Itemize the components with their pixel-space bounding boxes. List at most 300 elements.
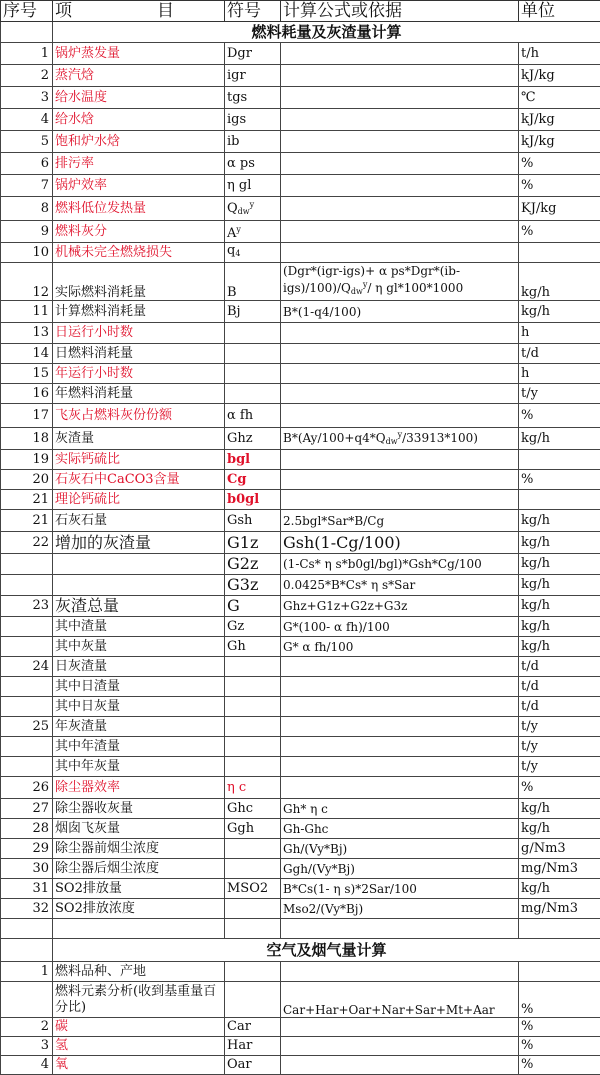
row-symbol: b0gl xyxy=(225,490,281,510)
table-row xyxy=(1,197,600,221)
formula-part-a: B*(Ay/100+q4*Q xyxy=(283,431,386,445)
row-formula xyxy=(281,657,519,677)
row-formula: G*(100- α fh)/100 xyxy=(281,617,519,637)
table-row xyxy=(1,596,600,617)
row-unit: kJ/kg xyxy=(519,109,600,131)
symbol-sub: 4 xyxy=(235,249,240,258)
row-item: 饱和炉水焓 xyxy=(53,131,225,153)
row-unit: % xyxy=(519,404,600,428)
table-row xyxy=(1,243,600,263)
row-formula xyxy=(281,962,519,982)
header-unit: 单位 xyxy=(519,1,600,22)
symbol-base: Q xyxy=(227,201,238,216)
row-num: 19 xyxy=(1,450,53,470)
symbol-sup: y xyxy=(236,225,241,234)
table-row xyxy=(1,982,600,1018)
table-row xyxy=(1,919,600,939)
row-symbol xyxy=(225,344,281,364)
row-formula xyxy=(281,323,519,344)
row-symbol xyxy=(225,839,281,859)
formula-sub: dw xyxy=(351,287,363,296)
header-item-a: 项 xyxy=(55,1,72,21)
row-symbol: Dgr xyxy=(225,43,281,65)
row-item: 氧 xyxy=(53,1056,225,1075)
table-row xyxy=(1,1018,600,1037)
row-num: 5 xyxy=(1,131,53,153)
row-unit: t/d xyxy=(519,677,600,697)
row-symbol: Oar xyxy=(225,1056,281,1075)
table-row xyxy=(1,962,600,982)
row-num xyxy=(1,554,53,575)
row-formula xyxy=(281,109,519,131)
row-num xyxy=(1,575,53,596)
row-symbol: α fh xyxy=(225,404,281,428)
header-formula: 计算公式或依据 xyxy=(281,1,519,22)
row-num: 16 xyxy=(1,384,53,404)
row-item: 碳 xyxy=(53,1018,225,1037)
table-row xyxy=(1,221,600,243)
row-item: 其中年灰量 xyxy=(53,757,225,777)
row-formula xyxy=(281,43,519,65)
row-symbol xyxy=(225,697,281,717)
row-formula xyxy=(281,153,519,175)
table-row xyxy=(1,470,600,490)
row-unit: t/y xyxy=(519,384,600,404)
row-item: 其中日渣量 xyxy=(53,677,225,697)
row-symbol xyxy=(225,384,281,404)
table-row xyxy=(1,450,600,470)
row-num: 17 xyxy=(1,404,53,428)
row-formula: Mso2/(Vy*Bj) xyxy=(281,899,519,919)
row-item: 实际燃料消耗量 xyxy=(53,263,225,301)
row-formula xyxy=(281,697,519,717)
row-unit: kg/h xyxy=(519,799,600,819)
symbol-sub: dw xyxy=(238,207,250,216)
row-num: 31 xyxy=(1,879,53,899)
row-item: 除尘器前烟尘浓度 xyxy=(53,839,225,859)
row-unit: kg/h xyxy=(519,532,600,554)
formula-part-b: /33913*100) xyxy=(402,431,478,445)
table-row xyxy=(1,879,600,899)
row-formula xyxy=(281,490,519,510)
row-unit: kg/h xyxy=(519,575,600,596)
table-row xyxy=(1,899,600,919)
row-num: 27 xyxy=(1,799,53,819)
header-item xyxy=(53,1,225,22)
row-unit xyxy=(519,490,600,510)
table-row xyxy=(1,637,600,657)
row-num xyxy=(1,617,53,637)
row-symbol: Car xyxy=(225,1018,281,1037)
table-row xyxy=(1,323,600,344)
row-formula: Car+Har+Oar+Nar+Sar+Mt+Aar xyxy=(281,982,519,1018)
row-item xyxy=(53,919,225,939)
formula-sub: dw xyxy=(386,437,398,446)
row-num: 9 xyxy=(1,221,53,243)
row-formula xyxy=(281,344,519,364)
row-unit: t/y xyxy=(519,737,600,757)
row-formula xyxy=(281,1018,519,1037)
row-item: 其中日灰量 xyxy=(53,697,225,717)
row-num: 2 xyxy=(1,1018,53,1037)
header-row xyxy=(1,1,600,22)
row-symbol xyxy=(225,221,281,243)
table-row xyxy=(1,839,600,859)
table-row xyxy=(1,859,600,879)
row-num xyxy=(1,982,53,1018)
table-row xyxy=(1,263,600,301)
table-row xyxy=(1,554,600,575)
table-row xyxy=(1,697,600,717)
row-unit: kg/h xyxy=(519,263,600,301)
row-formula xyxy=(281,470,519,490)
row-formula xyxy=(281,131,519,153)
row-formula xyxy=(281,384,519,404)
row-item: 给水焓 xyxy=(53,109,225,131)
table-row xyxy=(1,617,600,637)
formula-sup: y xyxy=(398,430,403,439)
row-num: 29 xyxy=(1,839,53,859)
table-row xyxy=(1,677,600,697)
row-num: 12 xyxy=(1,263,53,301)
row-unit: t/y xyxy=(519,757,600,777)
row-item: 锅炉效率 xyxy=(53,175,225,197)
row-symbol: Gsh xyxy=(225,510,281,532)
row-item: 石灰石量 xyxy=(53,510,225,532)
row-num: 32 xyxy=(1,899,53,919)
row-symbol: igr xyxy=(225,65,281,87)
row-item: 日灰渣量 xyxy=(53,657,225,677)
table-row xyxy=(1,175,600,197)
row-formula xyxy=(281,450,519,470)
row-symbol xyxy=(225,899,281,919)
row-symbol xyxy=(225,962,281,982)
row-unit xyxy=(519,919,600,939)
row-num: 6 xyxy=(1,153,53,175)
row-item: 日燃料消耗量 xyxy=(53,344,225,364)
table-row xyxy=(1,384,600,404)
row-formula: Gh* η c xyxy=(281,799,519,819)
row-formula: (1-Cs* η s*b0gl/bgl)*Gsh*Cg/100 xyxy=(281,554,519,575)
row-item: 飞灰占燃料灰份份额 xyxy=(53,404,225,428)
row-num: 13 xyxy=(1,323,53,344)
row-symbol: B xyxy=(225,263,281,301)
row-item: 给水温度 xyxy=(53,87,225,109)
row-unit: % xyxy=(519,777,600,799)
section-row xyxy=(1,939,600,962)
row-unit: t/h xyxy=(519,43,600,65)
row-symbol xyxy=(225,717,281,737)
table-row xyxy=(1,301,600,323)
table-row xyxy=(1,109,600,131)
row-symbol: Ghz xyxy=(225,428,281,450)
row-item: 计算燃料消耗量 xyxy=(53,301,225,323)
row-symbol: Gz xyxy=(225,617,281,637)
row-unit: t/y xyxy=(519,717,600,737)
row-num: 21 xyxy=(1,510,53,532)
row-formula xyxy=(281,757,519,777)
row-num xyxy=(1,737,53,757)
row-num: 20 xyxy=(1,470,53,490)
row-unit: % xyxy=(519,1056,600,1075)
row-formula: G* α fh/100 xyxy=(281,637,519,657)
row-unit: kJ/kg xyxy=(519,65,600,87)
row-symbol xyxy=(225,197,281,221)
row-item: 石灰石中CaCO3含量 xyxy=(53,470,225,490)
table-row xyxy=(1,344,600,364)
row-item xyxy=(53,554,225,575)
row-formula xyxy=(281,364,519,384)
table-row xyxy=(1,799,600,819)
row-formula: Ghz+G1z+G2z+G3z xyxy=(281,596,519,617)
row-formula xyxy=(281,197,519,221)
row-num: 11 xyxy=(1,301,53,323)
row-unit: % xyxy=(519,470,600,490)
table-row xyxy=(1,43,600,65)
row-unit: kg/h xyxy=(519,596,600,617)
row-unit: kg/h xyxy=(519,554,600,575)
row-num xyxy=(1,757,53,777)
table-row xyxy=(1,575,600,596)
row-unit: t/d xyxy=(519,344,600,364)
row-unit: t/d xyxy=(519,697,600,717)
row-symbol: Gh xyxy=(225,637,281,657)
row-unit: kg/h xyxy=(519,879,600,899)
row-symbol xyxy=(225,919,281,939)
table-row xyxy=(1,657,600,677)
row-item: 年燃料消耗量 xyxy=(53,384,225,404)
row-unit: h xyxy=(519,364,600,384)
row-unit: ℃ xyxy=(519,87,600,109)
table-row xyxy=(1,819,600,839)
row-formula xyxy=(281,717,519,737)
row-item: 其中灰量 xyxy=(53,637,225,657)
table-row xyxy=(1,757,600,777)
row-num: 15 xyxy=(1,364,53,384)
table-row xyxy=(1,737,600,757)
row-unit: mg/Nm3 xyxy=(519,859,600,879)
row-unit: kg/h xyxy=(519,637,600,657)
row-symbol: Ggh xyxy=(225,819,281,839)
row-unit: kg/h xyxy=(519,510,600,532)
row-unit: % xyxy=(519,982,600,1018)
row-symbol xyxy=(225,243,281,263)
row-symbol: tgs xyxy=(225,87,281,109)
row-symbol xyxy=(225,859,281,879)
row-num: 4 xyxy=(1,109,53,131)
row-unit: % xyxy=(519,153,600,175)
table-row xyxy=(1,153,600,175)
row-symbol xyxy=(225,657,281,677)
row-num: 1 xyxy=(1,962,53,982)
row-unit: % xyxy=(519,221,600,243)
table-row xyxy=(1,428,600,450)
row-symbol: igs xyxy=(225,109,281,131)
row-formula xyxy=(281,87,519,109)
row-symbol xyxy=(225,323,281,344)
row-item: 理论钙硫比 xyxy=(53,490,225,510)
table-row xyxy=(1,65,600,87)
row-item: 其中渣量 xyxy=(53,617,225,637)
row-formula: Ggh/(Vy*Bj) xyxy=(281,859,519,879)
row-item: 灰渣总量 xyxy=(53,596,225,617)
row-num: 28 xyxy=(1,819,53,839)
row-symbol xyxy=(225,364,281,384)
row-symbol: η gl xyxy=(225,175,281,197)
table-row xyxy=(1,1056,600,1075)
row-formula: Gh/(Vy*Bj) xyxy=(281,839,519,859)
row-symbol: Har xyxy=(225,1037,281,1056)
row-symbol: Ghc xyxy=(225,799,281,819)
row-unit: kg/h xyxy=(519,428,600,450)
row-item: 其中年渣量 xyxy=(53,737,225,757)
row-formula: 2.5bgl*Sar*B/Cg xyxy=(281,510,519,532)
row-num: 21 xyxy=(1,490,53,510)
row-symbol: G1z xyxy=(225,532,281,554)
table-row xyxy=(1,490,600,510)
row-num xyxy=(1,677,53,697)
row-formula xyxy=(281,428,519,450)
table-row xyxy=(1,777,600,799)
row-symbol xyxy=(225,737,281,757)
symbol-sup: y xyxy=(250,200,255,209)
row-item: 燃料低位发热量 xyxy=(53,197,225,221)
formula-sup: y xyxy=(363,280,368,289)
row-item: 机械未完全燃烧损失 xyxy=(53,243,225,263)
row-item: 增加的灰渣量 xyxy=(53,532,225,554)
row-num: 2 xyxy=(1,65,53,87)
row-formula xyxy=(281,777,519,799)
row-item: 燃料灰分 xyxy=(53,221,225,243)
row-item: 燃料品种、产地 xyxy=(53,962,225,982)
header-symbol: 符号 xyxy=(225,1,281,22)
row-num: 8 xyxy=(1,197,53,221)
row-formula xyxy=(281,919,519,939)
row-item: 年运行小时数 xyxy=(53,364,225,384)
row-formula xyxy=(281,737,519,757)
row-item: 除尘器收灰量 xyxy=(53,799,225,819)
row-unit: g/Nm3 xyxy=(519,839,600,859)
section-title: 空气及烟气量计算 xyxy=(53,939,600,962)
row-symbol: α ps xyxy=(225,153,281,175)
row-unit: KJ/kg xyxy=(519,197,600,221)
row-item: 锅炉蒸发量 xyxy=(53,43,225,65)
row-formula xyxy=(281,404,519,428)
formula-part-a: (Dgr*(igr-igs)+ α ps*Dgr*(ib-igs)/100)/Q xyxy=(283,264,460,295)
row-symbol: G3z xyxy=(225,575,281,596)
symbol-base: q xyxy=(227,243,235,258)
row-symbol: η c xyxy=(225,777,281,799)
table-row xyxy=(1,364,600,384)
row-unit xyxy=(519,243,600,263)
row-symbol xyxy=(225,757,281,777)
row-num: 7 xyxy=(1,175,53,197)
row-formula: B*Cs(1- η s)*2Sar/100 xyxy=(281,879,519,899)
row-unit xyxy=(519,450,600,470)
row-symbol: Bj xyxy=(225,301,281,323)
row-unit: kg/h xyxy=(519,819,600,839)
row-item: SO2排放浓度 xyxy=(53,899,225,919)
table-row xyxy=(1,510,600,532)
row-formula: 0.0425*B*Cs* η s*Sar xyxy=(281,575,519,596)
row-formula xyxy=(281,1056,519,1075)
row-item xyxy=(53,575,225,596)
row-item: 年灰渣量 xyxy=(53,717,225,737)
table-row xyxy=(1,532,600,554)
row-symbol: ib xyxy=(225,131,281,153)
table-row xyxy=(1,717,600,737)
row-num xyxy=(1,697,53,717)
row-formula: Gh-Ghc xyxy=(281,819,519,839)
row-item: 日运行小时数 xyxy=(53,323,225,344)
row-num: 4 xyxy=(1,1056,53,1075)
table-row xyxy=(1,87,600,109)
row-item: 蒸汽焓 xyxy=(53,65,225,87)
row-formula: Gsh(1-Cg/100) xyxy=(281,532,519,554)
row-unit: % xyxy=(519,1037,600,1056)
row-num: 25 xyxy=(1,717,53,737)
row-formula xyxy=(281,243,519,263)
row-formula xyxy=(281,175,519,197)
row-num: 3 xyxy=(1,87,53,109)
header-num: 序号 xyxy=(1,1,53,22)
row-item: 灰渣量 xyxy=(53,428,225,450)
row-num: 3 xyxy=(1,1037,53,1056)
row-item: 烟囱飞灰量 xyxy=(53,819,225,839)
row-unit: kg/h xyxy=(519,617,600,637)
row-num: 18 xyxy=(1,428,53,450)
row-item: 实际钙硫比 xyxy=(53,450,225,470)
row-formula xyxy=(281,677,519,697)
row-formula xyxy=(281,1037,519,1056)
row-num: 30 xyxy=(1,859,53,879)
section-row xyxy=(1,22,600,43)
row-unit: kg/h xyxy=(519,301,600,323)
row-unit: % xyxy=(519,1018,600,1037)
row-symbol xyxy=(225,677,281,697)
row-unit: kJ/kg xyxy=(519,131,600,153)
row-item: SO2排放量 xyxy=(53,879,225,899)
symbol-base: A xyxy=(227,226,236,241)
row-symbol: MSO2 xyxy=(225,879,281,899)
row-num xyxy=(1,919,53,939)
row-item: 排污率 xyxy=(53,153,225,175)
row-formula xyxy=(281,221,519,243)
formula-part-b: / η gl*100*1000 xyxy=(367,281,463,295)
table-row xyxy=(1,1037,600,1056)
row-formula xyxy=(281,65,519,87)
row-num: 14 xyxy=(1,344,53,364)
table-row xyxy=(1,131,600,153)
row-item: 除尘器后烟尘浓度 xyxy=(53,859,225,879)
row-num: 23 xyxy=(1,596,53,617)
row-unit xyxy=(519,962,600,982)
table-row xyxy=(1,404,600,428)
row-unit: mg/Nm3 xyxy=(519,899,600,919)
row-item: 除尘器效率 xyxy=(53,777,225,799)
row-unit: t/d xyxy=(519,657,600,677)
row-item: 氢 xyxy=(53,1037,225,1056)
row-unit: % xyxy=(519,175,600,197)
section-title: 燃料耗量及灰渣量计算 xyxy=(53,22,600,43)
row-symbol: bgl xyxy=(225,450,281,470)
row-num xyxy=(1,637,53,657)
row-num: 1 xyxy=(1,43,53,65)
row-symbol xyxy=(225,982,281,1018)
row-item: 燃料元素分析(收到基重量百分比) xyxy=(53,982,225,1018)
row-formula xyxy=(281,263,519,301)
row-num: 24 xyxy=(1,657,53,677)
